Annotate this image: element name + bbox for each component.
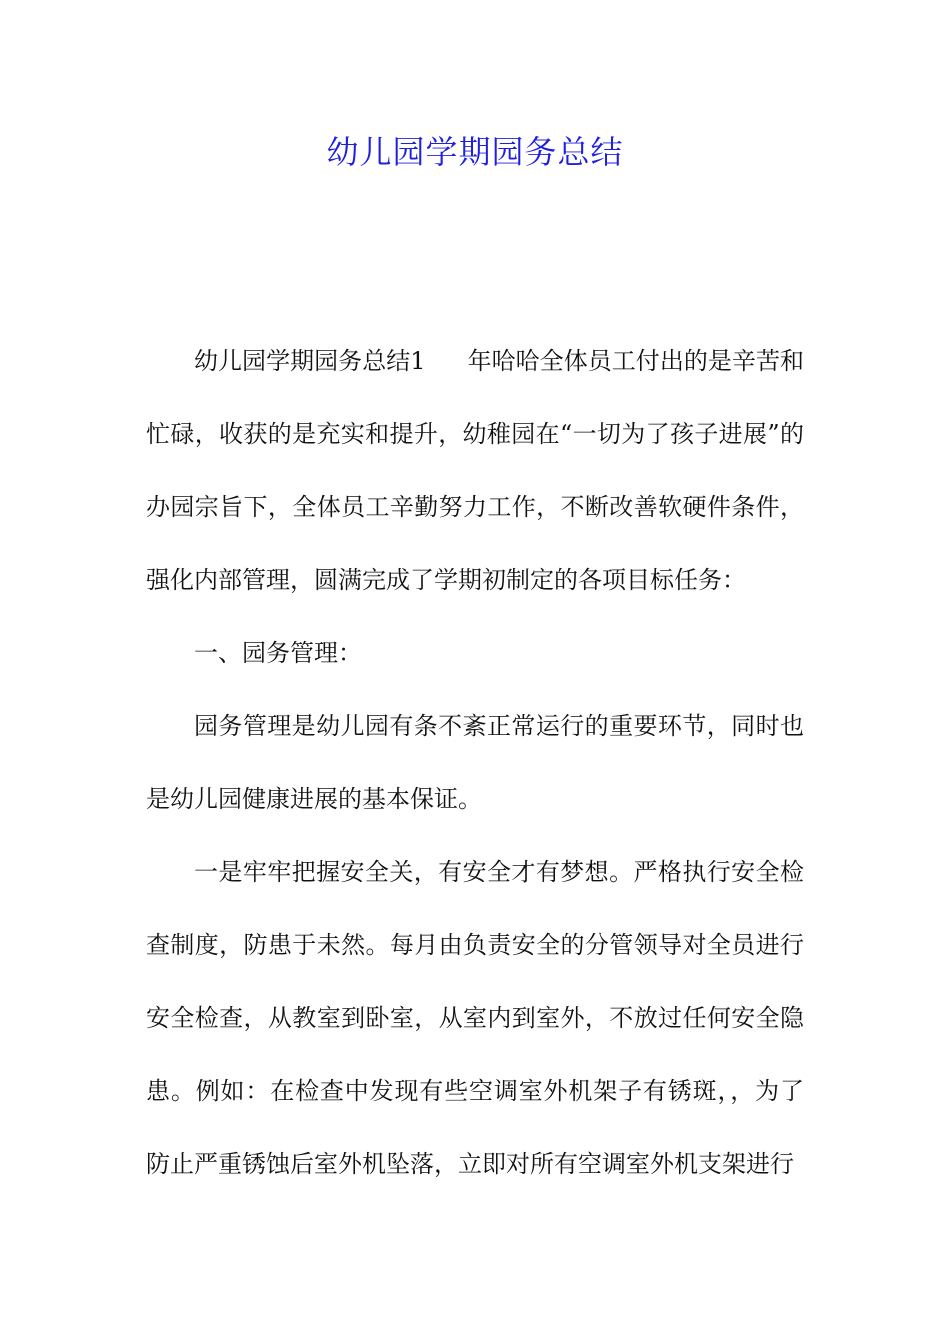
section-heading: 幼儿园学期园务总结1 (194, 347, 426, 375)
document-body (146, 325, 804, 1201)
paragraph-safety: 一是牢牢把握安全关，有安全才有梦想。严格执行安全检查制度，防患于未然。每月由负责安全的分管领导对全员进行安全检查，从教室到卧室，从室内到室外，不放过任何安全隐患。例如：在检查中发现有些空调室外机架子有锈斑，，为了防止严重锈蚀后室外机坠落，立即对所有空调室外机支架进行 (146, 858, 804, 1178)
paragraph-section-heading: 一、园务管理： (194, 639, 362, 667)
paragraph-text: 年哈哈全体员工付出的是辛苦和忙碌，收获的是充实和提升，幼稚园在“一切为了孩子进展”的办园宗旨下，全体员工辛勤努力工作，不断改善软硬件条件，强化内部管理，圆满完成了学期初制定的各项目标任务： (146, 347, 804, 594)
document-title: 幼儿园学期园务总结 (326, 133, 624, 171)
paragraph-management: 园务管理是幼儿园有条不紊正常运行的重要环节，同时也是幼儿园健康进展的基本保证。 (146, 712, 804, 813)
paragraph-intro (146, 325, 804, 617)
